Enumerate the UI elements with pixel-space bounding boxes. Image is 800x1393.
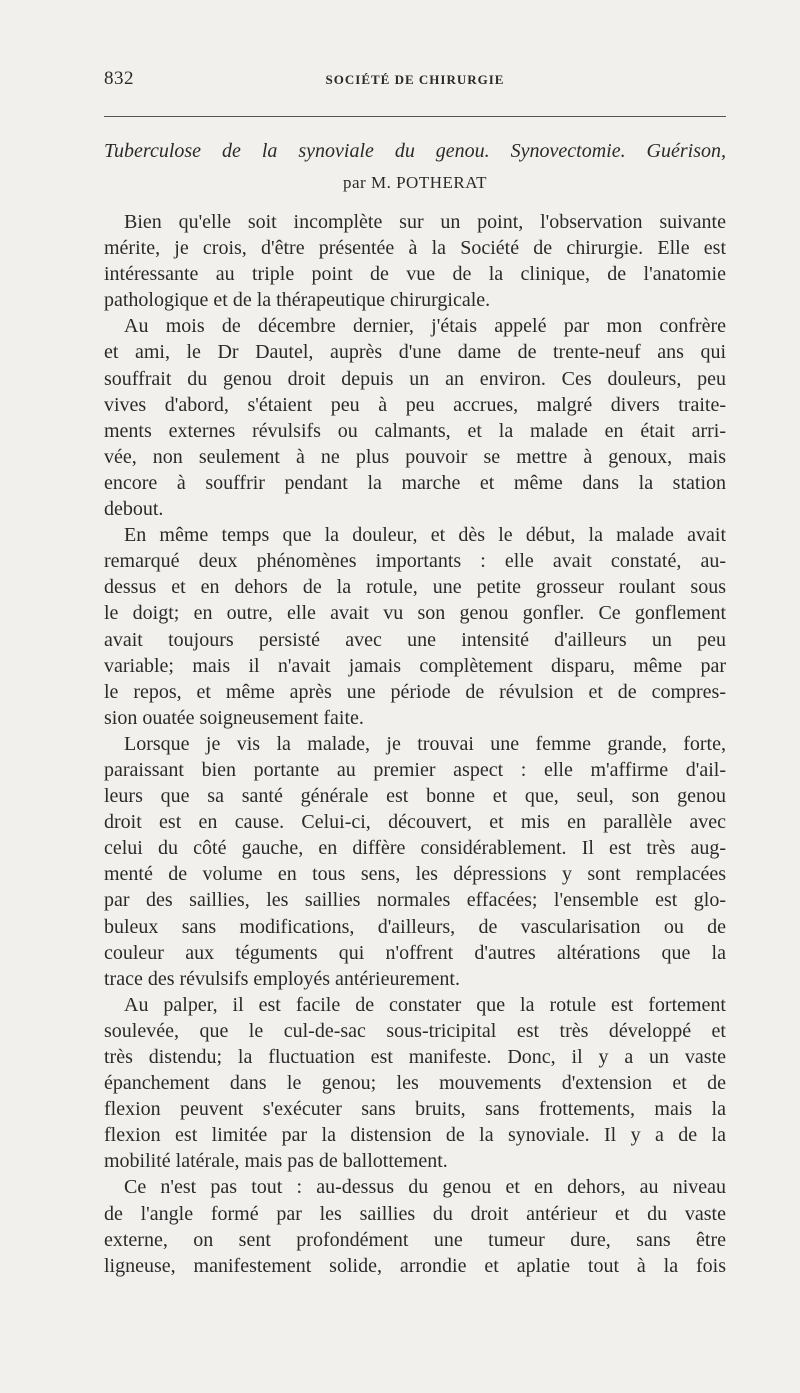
- text-line: intéressante au triple point de vue de la clinique, de l'anatomie: [104, 263, 726, 286]
- text-line: paraissant bien portante au premier aspect : elle m'affirme d'ail-: [104, 758, 726, 781]
- text-line: Au mois de décembre dernier, j'étais appelé par mon confrère: [124, 315, 726, 338]
- text-line: très distendu; la fluctuation est manifeste. Donc, il y a un vaste: [104, 1046, 726, 1068]
- text-line: remarqué deux phénomènes importants : elle avait constaté, au-: [104, 550, 726, 573]
- text-line: mérite, je crois, d'être présentée à la Société de chirurgie. Elle est: [104, 237, 726, 260]
- text-line: le repos, et même après une période de révulsion et de compres-: [104, 680, 726, 703]
- text-line: avait toujours persisté avec une intensité d'ailleurs un peu: [104, 628, 726, 651]
- text-line: menté de volume en tous sens, les dépressions y sont remplacées: [104, 863, 726, 886]
- paragraph: [104, 731, 726, 992]
- text-line: encore à souffrir pendant la marche et même dans la station: [104, 471, 726, 494]
- text-line: ligneuse, manifestement solide, arrondie et aplatie tout à la fois: [104, 1254, 726, 1277]
- text-line: et ami, le Dr Dautel, auprès d'une dame de trente-neuf ans qui: [104, 341, 726, 364]
- text-line: Lorsque je vis la malade, je trouvai une femme grande, forte,: [124, 732, 726, 755]
- text-line: épanchement dans le genou; les mouvements d'extension et de: [104, 1072, 726, 1095]
- text-line: Bien qu'elle soit incomplète sur un point, l'observation suivante: [124, 211, 726, 233]
- text-line: En même temps que la douleur, et dès le début, la malade avait: [124, 524, 726, 547]
- header-rule: [104, 116, 726, 117]
- article-byline: par M. POTHERAT: [343, 173, 487, 192]
- article-title: Tuberculose de la synoviale du genou. Synovectomie. Guérison,: [104, 140, 726, 162]
- text-line: pathologique et de la thérapeutique chirurgicale.: [104, 289, 491, 312]
- paragraph: [104, 313, 726, 522]
- text-line: vée, non seulement à ne plus pouvoir se mettre à genoux, mais: [104, 445, 726, 468]
- paragraph: [104, 522, 726, 731]
- text-line: externe, on sent profondément une tumeur dure, sans être: [104, 1228, 726, 1251]
- text-line: droit est en cause. Celui-ci, découvert, et mis en parallèle avec: [104, 811, 726, 834]
- text-line: par des saillies, les saillies normales effacées; l'ensemble est glo-: [104, 889, 726, 912]
- paragraph: [104, 992, 726, 1175]
- text-line: mobilité latérale, mais pas de ballottement.: [104, 1150, 448, 1173]
- text-line: leurs que sa santé générale est bonne et que, seul, son genou: [104, 785, 726, 808]
- text-line: variable; mais il n'avait jamais complètement disparu, même par: [104, 654, 726, 677]
- text-line: Au palper, il est facile de constater que la rotule est fortement: [124, 993, 726, 1016]
- article-body: [104, 209, 726, 1279]
- text-line: de l'angle formé par les saillies du droit antérieur et du vaste: [104, 1202, 726, 1225]
- text-line: sion ouatée soigneusement faite.: [104, 706, 364, 729]
- text-line: Ce n'est pas tout : au-dessus du genou et en dehors, au niveau: [124, 1176, 726, 1199]
- text-line: couleur aux téguments qui n'offrent d'autres altérations que la: [104, 941, 726, 964]
- text-line: le doigt; en outre, elle avait vu son genou gonfler. Ce gonflement: [104, 602, 726, 625]
- paragraph: [104, 1174, 726, 1278]
- text-line: souffrait du genou droit depuis un an environ. Ces douleurs, peu: [104, 367, 726, 390]
- text-line: dessus et en dehors de la rotule, une petite grosseur roulant sous: [104, 576, 726, 599]
- paragraph: [104, 209, 726, 313]
- text-line: buleux sans modifications, d'ailleurs, de vascularisation ou de: [104, 915, 726, 938]
- running-head: SOCIÉTÉ DE CHIRURGIE: [325, 72, 505, 87]
- text-line: debout.: [104, 498, 164, 521]
- text-line: flexion peuvent s'exécuter sans bruits, sans frottements, mais la: [104, 1098, 726, 1121]
- text-line: trace des révulsifs employés antérieurement.: [104, 967, 460, 990]
- text-line: vives d'abord, s'étaient peu à peu accrues, malgré divers traite-: [104, 393, 726, 416]
- text-line: soulevée, que le cul-de-sac sous-tricipital est très développé et: [104, 1019, 726, 1042]
- page-header: [104, 68, 726, 96]
- text-line: celui du côté gauche, en diffère considérablement. Il est très aug-: [104, 837, 726, 860]
- text-line: ments externes révulsifs ou calmants, et la malade en était arri-: [104, 419, 726, 442]
- page-number: 832: [104, 68, 134, 89]
- text-line: flexion est limitée par la distension de la synoviale. Il y a de la: [104, 1124, 726, 1147]
